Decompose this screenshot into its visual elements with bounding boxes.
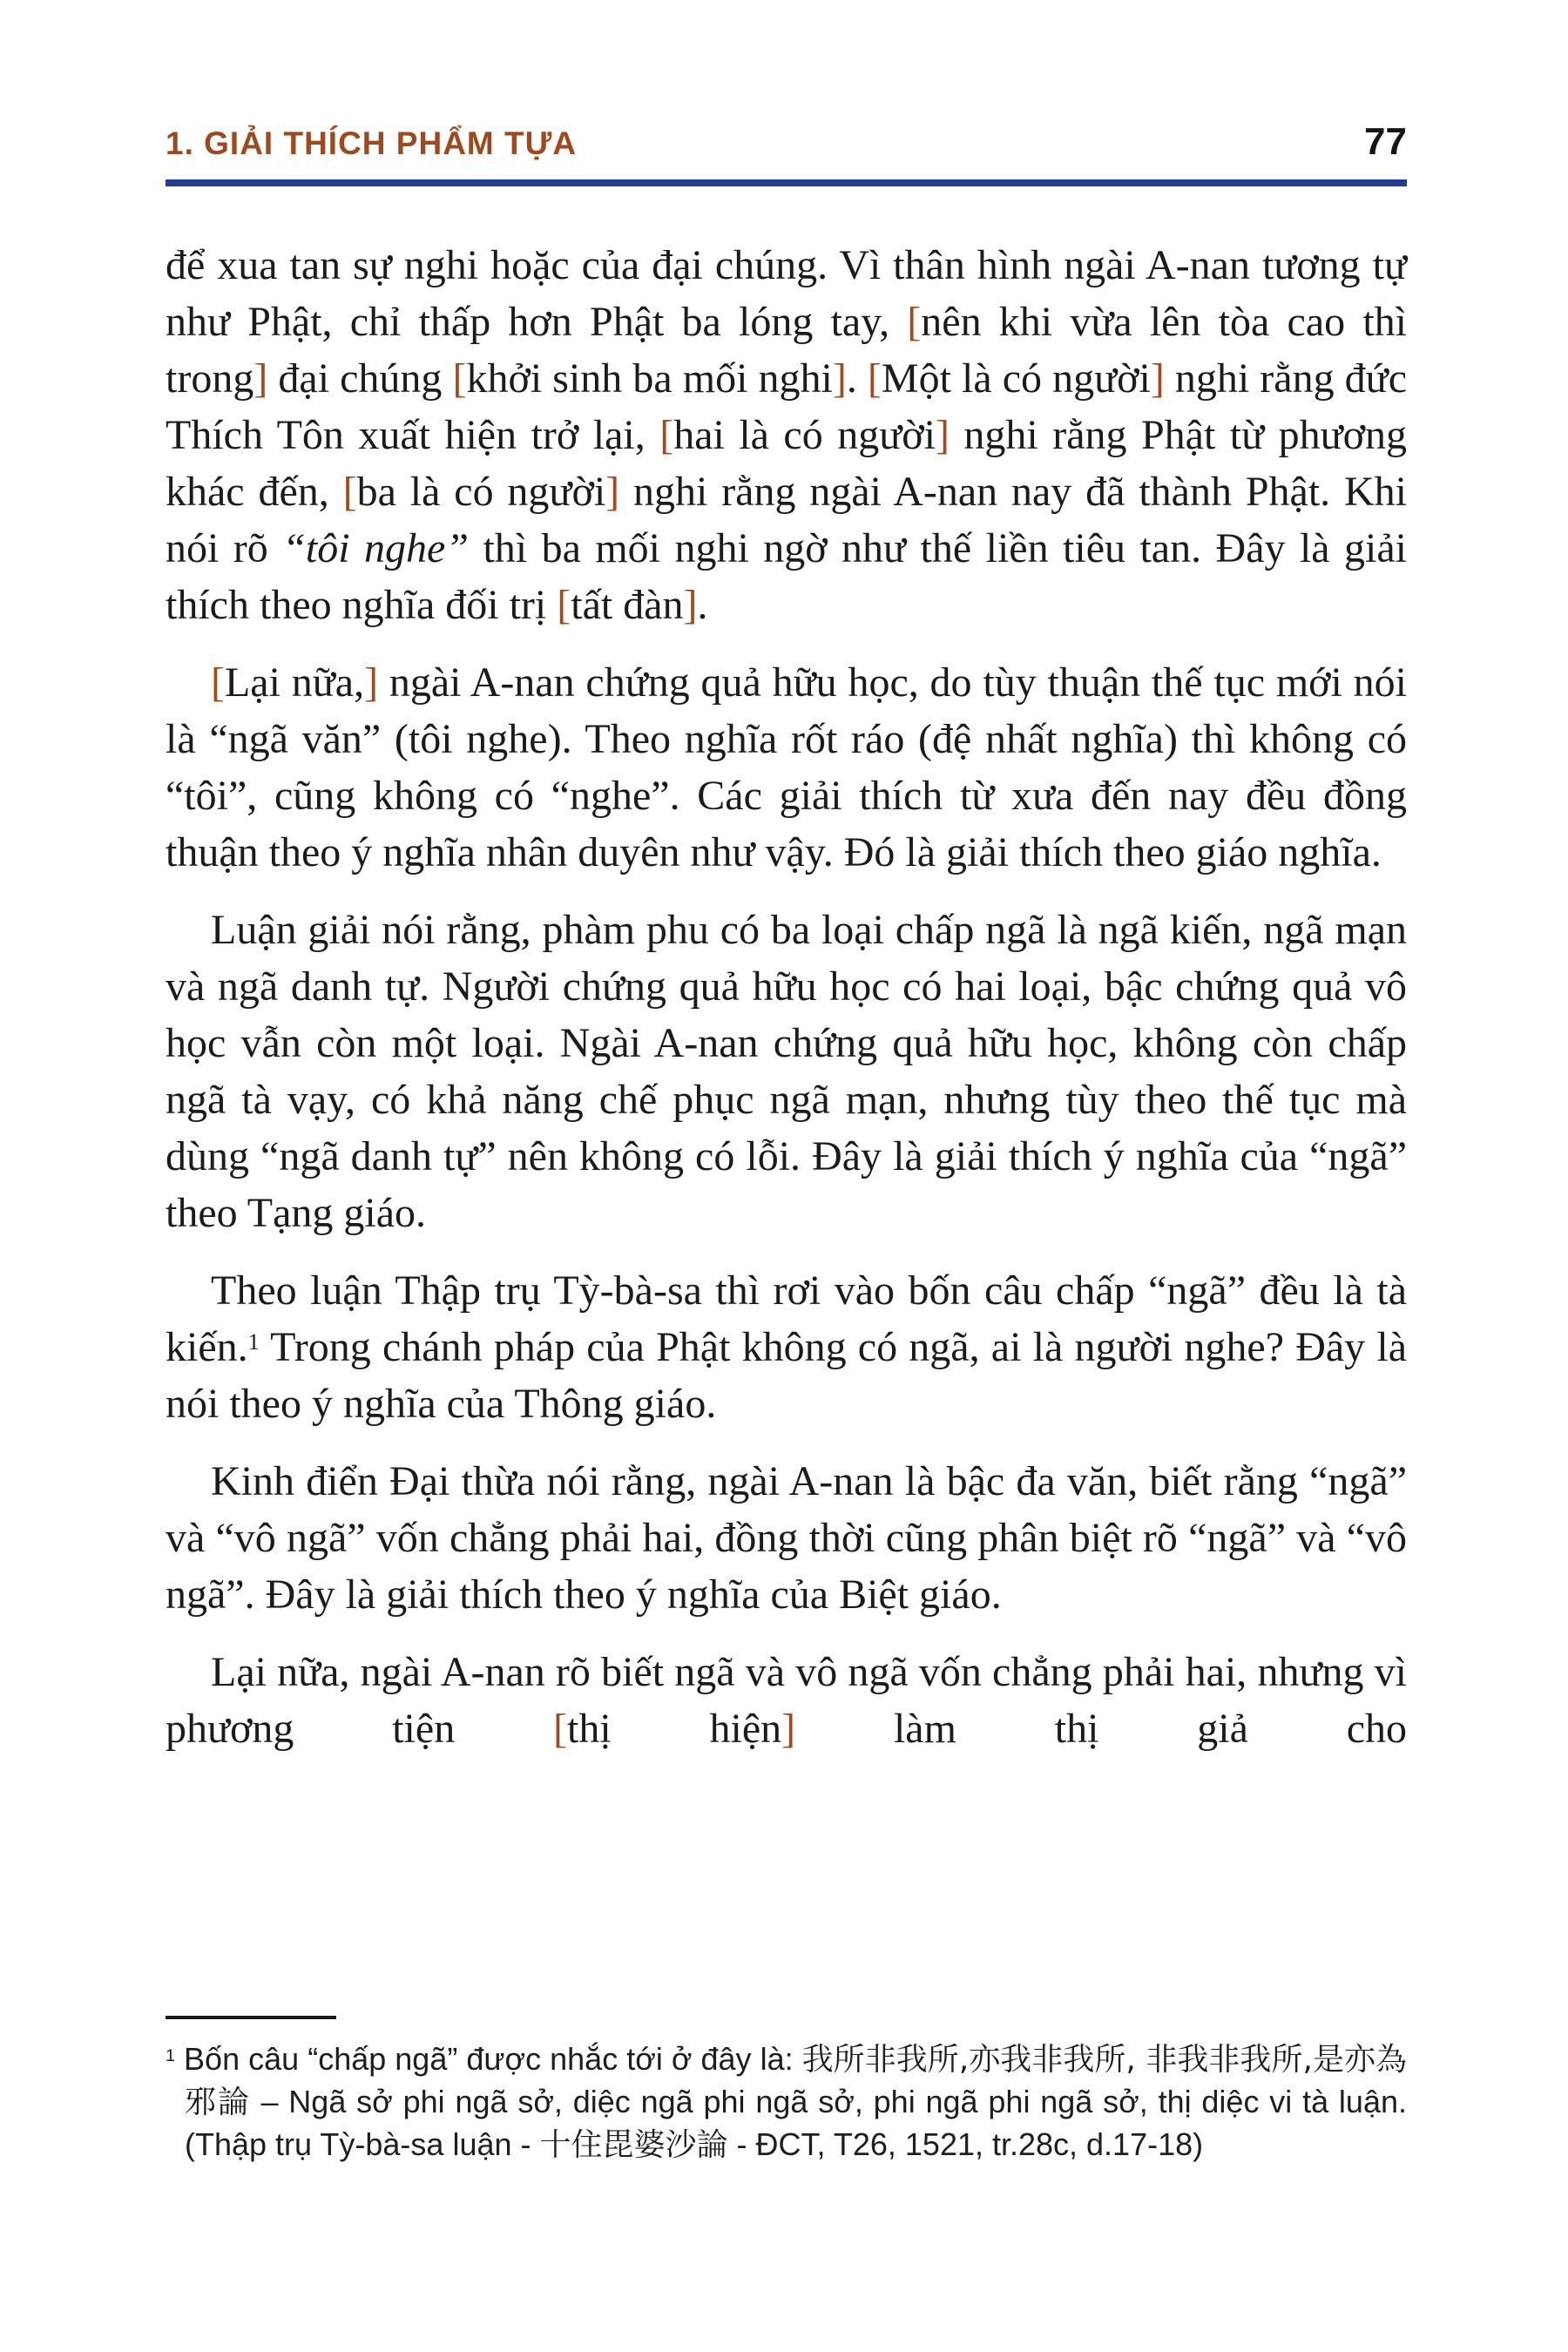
- text-segment: [: [342, 469, 357, 515]
- text-segment: [: [659, 412, 674, 458]
- text-segment: [: [452, 355, 467, 402]
- text-segment: ba là có người: [356, 469, 606, 515]
- text-segment: Bốn câu “chấp ngã” được nhắc tới ở đây là:: [175, 2041, 802, 2077]
- text-segment: ]: [832, 355, 847, 402]
- text-segment: nghi rằng Phật từ phương khác đến,: [166, 412, 1408, 515]
- text-segment: .: [697, 582, 708, 628]
- page-number: 77: [1364, 120, 1407, 163]
- text-segment: ]: [781, 1706, 796, 1752]
- text-segment: - ĐCT, T26, 1521, tr.28c, d.17-18): [727, 2126, 1204, 2162]
- text-segment: nghi rằng đức Thích Tôn xuất hiện trở lại,: [166, 355, 1407, 458]
- text-segment: ]: [605, 469, 620, 515]
- footnote-separator: [166, 2016, 336, 2019]
- text-segment: ]: [364, 659, 379, 706]
- text-segment: [: [211, 659, 225, 706]
- text-segment: 十住毘婆沙論: [539, 2127, 728, 2163]
- paragraph-2: [166, 654, 1407, 881]
- text-segment: thì ba mối nghi ngờ như thế liền tiêu tan. Đây là giải thích theo nghĩa đối trị: [166, 525, 1407, 628]
- text-segment: làm thị giả cho: [795, 1706, 1408, 1752]
- text-segment: Lại nữa, ngài A-nan rõ biết ngã và vô ngã vốn chẳng phải hai, nhưng vì phương tiện: [166, 1649, 1407, 1752]
- paragraph-5: [166, 1453, 1407, 1623]
- text-segment: ]: [683, 582, 698, 628]
- paragraph-4: [166, 1262, 1407, 1432]
- text-segment: 1: [247, 1328, 260, 1355]
- text-segment: Theo luận Thập trụ Tỳ-bà-sa thì rơi vào bốn câu chấp “ngã” đều là tà kiến.: [166, 1267, 1407, 1370]
- text-segment: [: [867, 355, 882, 402]
- text-segment: Luận giải nói rằng, phàm phu có ba loại chấp ngã là ngã kiến, ngã mạn và ngã danh tự. Người chứng quả hữu học có hai loại, bậc chứng quả vô học vẫn còn một loại. Ngài A-nan chứng quả hữu học, không còn chấp ngã tà vạy, có khả năng chế phục ngã mạn, nhưng tùy theo thế tục mà dùng “ngã danh tự” nên không có lỗi. Đây là giải thích ý nghĩa của “ngã” theo Tạng giáo.: [166, 907, 1407, 1236]
- text-segment: ]: [935, 412, 950, 458]
- text-segment: nghi rằng ngài A-nan nay đã thành Phật. Khi nói rõ: [166, 469, 1408, 571]
- text-segment: 1: [166, 2046, 176, 2066]
- text-segment: [: [553, 1706, 568, 1752]
- text-segment: “tôi nghe”: [282, 525, 470, 571]
- text-segment: ngài A-nan chứng quả hữu học, do tùy thuận thế tục mới nói là “ngã văn” (tôi nghe). Theo nghĩa rốt ráo (đệ nhất nghĩa) thì không có “tôi”, cũng không có “nghe”. Các giải thích từ xưa đến nay đều đồng thuận theo ý nghĩa nhân duyên như vậy. Đó là giải thích theo giáo nghĩa.: [166, 659, 1408, 875]
- text-segment: Một là có người: [881, 355, 1151, 402]
- text-segment: Trong chánh pháp của Phật không có ngã, ai là người nghe? Đây là nói theo ý nghĩa của Thông giáo.: [166, 1324, 1407, 1427]
- text-segment: .: [846, 355, 868, 402]
- page-header: [166, 120, 1407, 164]
- header-rule: [166, 179, 1407, 186]
- text-segment: [: [907, 299, 922, 345]
- footnote: [166, 2038, 1407, 2166]
- text-segment: hai là có người: [673, 412, 936, 458]
- text-segment: ]: [253, 355, 268, 402]
- page-content: [166, 237, 1407, 2166]
- text-segment: tất đàn: [571, 582, 684, 628]
- text-segment: nên khi vừa lên tòa cao thì trong: [166, 299, 1407, 402]
- text-segment: – Ngã sở phi ngã sở, diệc ngã phi ngã sở, phi ngã phi ngã sở, thị diệc vi tà luận. (Thập trụ Tỳ-bà-sa luận -: [185, 2084, 1407, 2162]
- paragraph-1: [166, 237, 1407, 633]
- text-segment: Lại nữa,: [224, 659, 365, 706]
- text-segment: để xua tan sự nghi hoặc của đại chúng. Vì thân hình ngài A-nan tương tự như Phật, chỉ thấp hơn Phật ba lóng tay,: [166, 242, 1407, 345]
- body-footnote-gap: [166, 1778, 1407, 2016]
- text-segment: 我所非我所,亦我非我所, 非我非我所,是亦為邪論: [185, 2042, 1407, 2120]
- paragraph-3: [166, 902, 1407, 1241]
- paragraph-6: [166, 1644, 1407, 1757]
- section-title: 1. GIẢI THÍCH PHẨM TỰA: [166, 125, 578, 161]
- text-segment: [: [557, 582, 571, 628]
- text-segment: thị hiện: [567, 1706, 782, 1752]
- text-segment: Kinh điển Đại thừa nói rằng, ngài A-nan là bậc đa văn, biết rằng “ngã” và “vô ngã” vốn chẳng phải hai, đồng thời cũng phân biệt rõ “ngã” và “vô ngã”. Đây là giải thích theo ý nghĩa của Biệt giáo.: [166, 1458, 1407, 1618]
- text-segment: đại chúng: [267, 355, 453, 402]
- text-segment: khởi sinh ba mối nghi: [466, 355, 833, 402]
- body-text: [166, 237, 1407, 1778]
- text-segment: ]: [1150, 355, 1165, 402]
